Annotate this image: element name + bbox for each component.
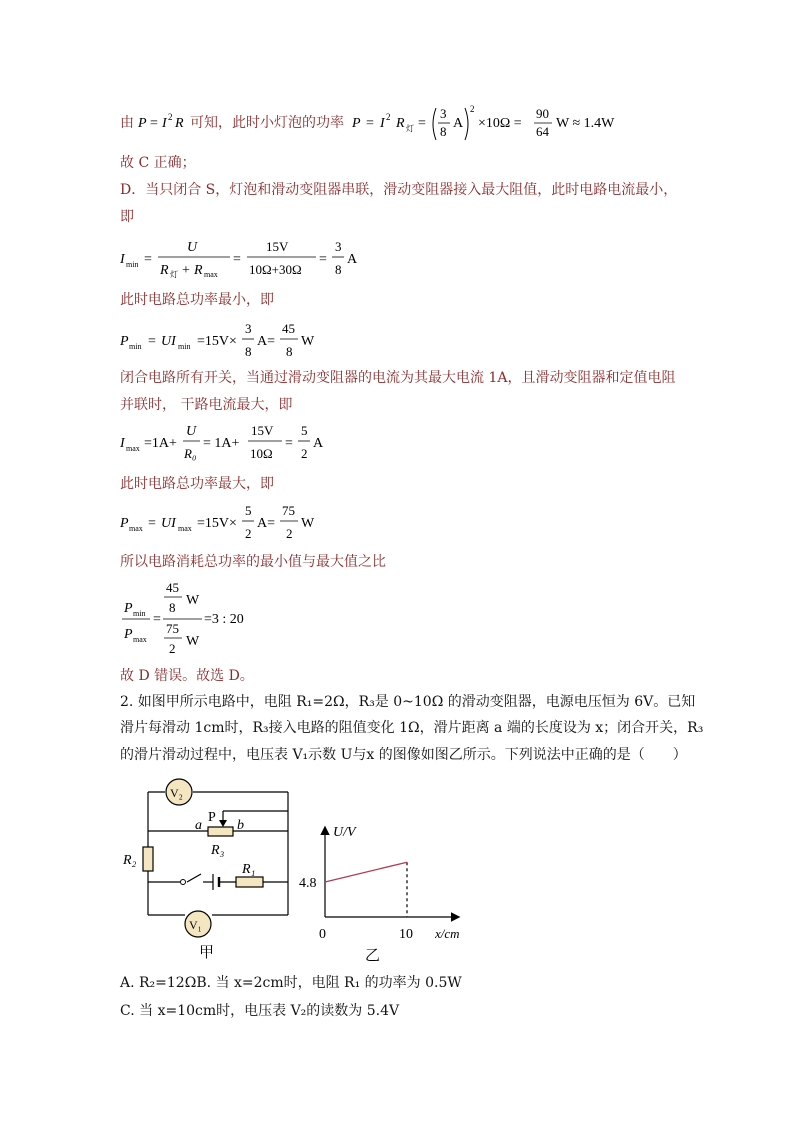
svg-text:A: A bbox=[313, 436, 324, 451]
imax-formula bbox=[120, 420, 380, 468]
svg-text:UI: UI bbox=[161, 516, 176, 531]
svg-text:=15V×: =15V× bbox=[197, 516, 237, 531]
svg-text:R: R bbox=[396, 116, 405, 131]
u-x-graph bbox=[295, 820, 475, 970]
closed-line2: 并联时， 干路电流最大，即 bbox=[120, 397, 293, 413]
r1-label: R₁ bbox=[242, 862, 256, 877]
c-prefix: 由 bbox=[120, 116, 134, 131]
y-tick-4-8: 4.8 bbox=[299, 876, 317, 891]
svg-text:max: max bbox=[133, 635, 147, 644]
svg-text:min: min bbox=[178, 342, 191, 351]
ratio-bot-den: 2 bbox=[169, 641, 176, 656]
imin-num3: 3 bbox=[335, 239, 342, 254]
svg-text:W: W bbox=[186, 593, 200, 608]
q2-line3: 的滑片滑动过程中，电压表 V₁示数 U与x 的图像如图乙所示。下列说法中正确的是（ ） bbox=[120, 747, 687, 763]
r3-label: R₃ bbox=[211, 843, 225, 858]
svg-text:=15V×: =15V× bbox=[197, 334, 237, 349]
q2-line2: 滑片每滑动 1cm时，R₃接入电路的阻值变化 1Ω，滑片距离 a 端的长度设为 x；闭合开关，R₃ bbox=[120, 720, 704, 736]
svg-text:max: max bbox=[129, 524, 143, 533]
y-axis-label: U/V bbox=[333, 825, 356, 840]
q2-line1: 2. 如图甲所示电路中，电阻 R₁=2Ω，R₃是 0~10Ω 的滑动变阻器，电源电压恒为 6V。已知 bbox=[120, 694, 696, 710]
svg-text:max: max bbox=[204, 270, 218, 279]
pmax-num2: 75 bbox=[282, 503, 295, 518]
svg-text:max: max bbox=[178, 524, 192, 533]
svg-text:灯: 灯 bbox=[406, 124, 414, 133]
c-frac-den: 64 bbox=[536, 124, 549, 139]
u-series-line bbox=[325, 862, 407, 882]
svg-text:=: = bbox=[418, 116, 426, 131]
c-power-line bbox=[120, 98, 680, 142]
imin-formula bbox=[120, 236, 400, 284]
x-axis-label: x/cm bbox=[435, 926, 460, 941]
pmax-num: 5 bbox=[245, 503, 252, 518]
switch-icon bbox=[181, 880, 186, 885]
pmax-label: 此时电路总功率最大，即 bbox=[120, 476, 274, 492]
c-power-formula bbox=[120, 98, 680, 146]
imax-den2: 10Ω bbox=[250, 446, 273, 461]
pmin-num: 3 bbox=[245, 321, 252, 336]
ratio-label: 所以电路消耗总功率的最小值与最大值之比 bbox=[120, 554, 386, 570]
pmin-label: 此时电路总功率最小，即 bbox=[120, 292, 274, 308]
svg-text:P: P bbox=[352, 116, 361, 131]
svg-text:W: W bbox=[186, 634, 200, 649]
pmin-formula bbox=[120, 318, 380, 366]
svg-text:P: P bbox=[124, 627, 133, 642]
svg-text:A=: A= bbox=[257, 334, 276, 349]
svg-text:=: = bbox=[153, 612, 161, 627]
svg-text:=: = bbox=[148, 334, 156, 349]
p-label: P bbox=[208, 810, 216, 825]
ratio-formula bbox=[120, 576, 320, 662]
v2-label: V₂ bbox=[170, 786, 183, 800]
imax-num2: 15V bbox=[251, 423, 274, 438]
svg-text:P: P bbox=[124, 601, 133, 616]
b-label: b bbox=[237, 818, 244, 833]
pmin-num2: 45 bbox=[282, 321, 295, 336]
r1-resistor-icon bbox=[236, 877, 263, 887]
ratio-top-den: 8 bbox=[169, 600, 176, 615]
d-line2: 即 bbox=[120, 209, 134, 225]
svg-text:R: R bbox=[194, 263, 203, 278]
svg-text:U: U bbox=[186, 424, 197, 439]
c-inner-den: 8 bbox=[440, 124, 447, 139]
imin-den2: 10Ω+30Ω bbox=[249, 262, 302, 277]
ratio-result: =3 : 20 bbox=[204, 612, 244, 627]
svg-text:W: W bbox=[301, 334, 315, 349]
pmin-den: 8 bbox=[245, 344, 252, 359]
svg-text:I: I bbox=[162, 116, 167, 131]
svg-text:min: min bbox=[129, 342, 142, 351]
a-label: a bbox=[195, 818, 202, 833]
svg-text:灯: 灯 bbox=[170, 270, 178, 279]
pmax-den: 2 bbox=[245, 526, 252, 541]
imax-den3: 2 bbox=[301, 446, 308, 461]
slider-arrow-icon bbox=[219, 820, 227, 827]
c-inner-num: 3 bbox=[440, 106, 447, 121]
imin-den3: 8 bbox=[335, 262, 342, 277]
pmax-svg bbox=[120, 500, 380, 544]
svg-text:P: P bbox=[120, 334, 129, 349]
yi-caption: 乙 bbox=[365, 948, 381, 964]
imin-num2: 15V bbox=[266, 239, 289, 254]
ratio-svg bbox=[120, 576, 320, 658]
imax-den: R₀ bbox=[184, 446, 197, 461]
r3-resistor-icon bbox=[208, 827, 233, 836]
origin-label: 0 bbox=[319, 927, 326, 942]
svg-text:2: 2 bbox=[470, 104, 475, 114]
svg-text:I: I bbox=[120, 436, 125, 451]
svg-text:R: R bbox=[160, 263, 169, 278]
svg-text:2: 2 bbox=[386, 112, 391, 122]
svg-text:R: R bbox=[175, 116, 184, 131]
svg-text:=: = bbox=[319, 252, 327, 267]
svg-text:=: = bbox=[285, 436, 293, 451]
closed-line1: 闭合电路所有开关，当通过滑动变阻器的电流为其最大电流 1A，且滑动变阻器和定值电阻 bbox=[120, 370, 676, 386]
c-frac-num: 90 bbox=[536, 106, 549, 121]
imax-svg bbox=[120, 420, 380, 464]
r2-label: R₂ bbox=[123, 853, 137, 868]
option-ab: A. R₂=12ΩB. 当 x=2cm时，电阻 R₁ 的功率为 0.5W bbox=[120, 975, 462, 991]
pmax-den2: 2 bbox=[286, 526, 293, 541]
c-correct: 故 C 正确； bbox=[120, 155, 196, 171]
d-line1: D．当只闭合 S，灯泡和滑动变阻器串联，滑动变阻器接入最大阻值，此时电路电流最小， bbox=[120, 182, 678, 198]
svg-text:2: 2 bbox=[168, 112, 173, 122]
svg-text:=1A+: =1A+ bbox=[144, 436, 177, 451]
svg-text:=: = bbox=[144, 252, 152, 267]
option-c: C. 当 x=10cm时，电压表 V₂的读数为 5.4V bbox=[120, 1003, 400, 1019]
svg-text:A=: A= bbox=[257, 516, 276, 531]
svg-text:max: max bbox=[126, 444, 140, 453]
svg-text:min: min bbox=[126, 260, 139, 269]
svg-text:P: P bbox=[138, 116, 147, 131]
imax-num3: 5 bbox=[301, 423, 308, 438]
svg-text:I: I bbox=[120, 252, 125, 267]
pmin-svg bbox=[120, 318, 380, 362]
c-r: ×10Ω = bbox=[478, 116, 522, 131]
svg-text:P: P bbox=[120, 516, 129, 531]
v1-label: V₁ bbox=[189, 918, 202, 932]
svg-text:= 1A+: = 1A+ bbox=[203, 436, 240, 451]
imin-svg bbox=[120, 236, 400, 280]
svg-text:UI: UI bbox=[161, 334, 176, 349]
r2-resistor-icon bbox=[143, 847, 153, 871]
svg-text:=: = bbox=[150, 116, 158, 131]
circuit-figure bbox=[115, 775, 305, 965]
svg-text:I: I bbox=[380, 116, 385, 131]
svg-text:=: = bbox=[366, 116, 374, 131]
x-tick-10: 10 bbox=[399, 927, 413, 942]
c-result: W ≈ 1.4W bbox=[556, 116, 615, 131]
jia-caption: 甲 bbox=[199, 945, 215, 961]
pmax-formula bbox=[120, 500, 380, 548]
ratio-bot-num: 75 bbox=[166, 621, 179, 636]
svg-text:A: A bbox=[453, 116, 464, 131]
c-mid: 可知，此时小灯泡的功率 bbox=[190, 116, 344, 131]
svg-text:W: W bbox=[301, 516, 315, 531]
svg-text:A: A bbox=[347, 252, 358, 267]
imin-num1: U bbox=[187, 240, 198, 255]
svg-text:+: + bbox=[182, 263, 190, 278]
svg-text:=: = bbox=[148, 516, 156, 531]
svg-text:=: = bbox=[233, 252, 241, 267]
d-wrong: 故 D 错误。故选 D。 bbox=[120, 668, 254, 684]
svg-text:min: min bbox=[133, 609, 146, 618]
ratio-top-num: 45 bbox=[166, 580, 179, 595]
pmin-den2: 8 bbox=[286, 344, 293, 359]
